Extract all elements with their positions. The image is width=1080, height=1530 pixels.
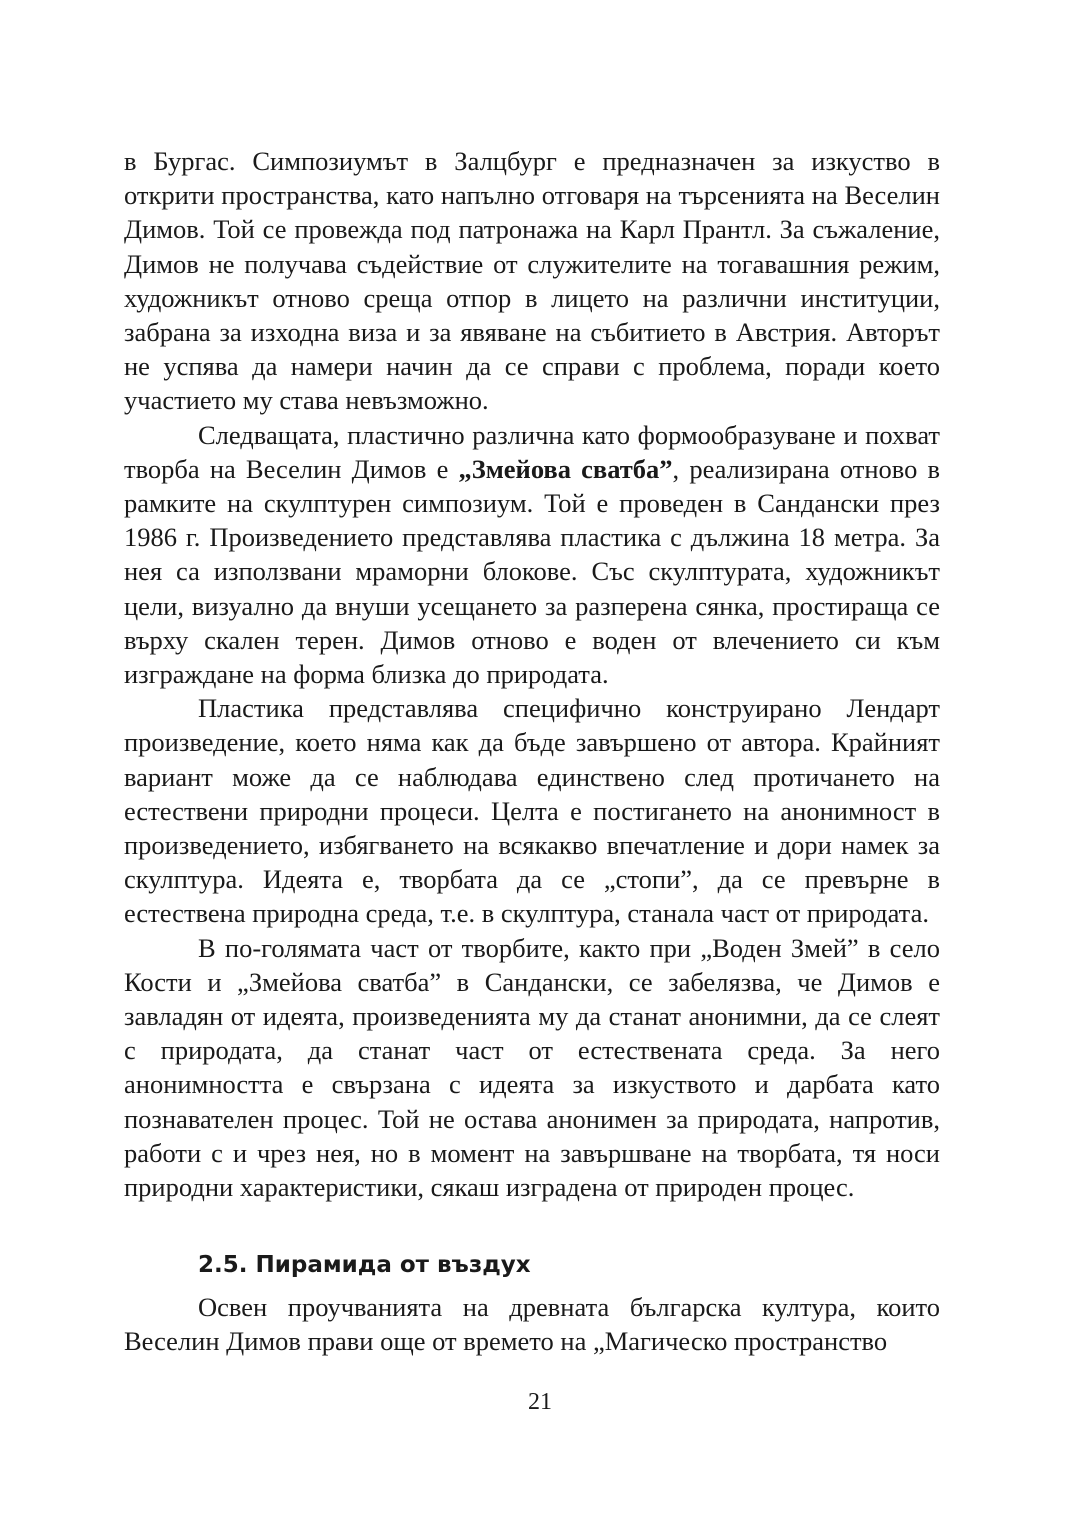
paragraph-zmeyova-svatba-intro: Следващата, пластично различна като формообразуване и похват творба на Веселин Димов е — [124, 419, 940, 484]
paragraph-anonymity: В по-голямата част от творбите, както при „Воден Змей” в село Кости и „Змейова сватба” в Сандански, се забелязва, че Димов е завладян от идеята, произведенията му да станат анонимни, да се слеят с природата, да станат част от естествената среда. За него анонимността е свързана с идеята за изкуството и дарбата като познавателен процес. Той не остава анонимен за природата, напротив, работи с и чрез нея, но в момент на завършване на творбата, тя носи природни характеристики, сякаш изградена от природен процес. — [124, 932, 940, 1203]
body-text — [124, 144, 940, 1204]
section-body-text — [124, 1290, 940, 1358]
paragraph-landart: Пластика представлява специфично конструирано Лендарт произведение, което няма как да бъде завършено от автора. Крайният вариант може да се наблюдава единствено след протичането на естествени природни процеси. Целта е постигането на анонимност в произведението, избягването на всякакво впечатление и дори намек за скулптура. Идеята е, творбата да се „стопи”, да се превърне в естествена природна среда, т.е. в скулптура, станала част от природата. — [124, 693, 940, 929]
artwork-title-zmeyova-svatba: „Змейова сватба” — [458, 453, 673, 484]
paragraph-salzburg-symposium: в Бургас. Симпозиумът в Залцбург е предназначен за изкуство в открити пространства, като напълно отговаря на търсенията на Веселин Димов. Той се провежда под патронажа на Карл Прантл. За съжаление, Димов не получава съдействие от служителите на тогавашния режим, художникът отново среща отпор в лицето на различни институции, забрана за изходна виза и за явяване на събитието в Австрия. Авторът не успява да намери начин да се справи с проблема, поради което участието му става невъзможно. — [124, 146, 940, 416]
page-number: 21 — [528, 1389, 552, 1415]
paragraph-zmeyova-svatba-rest: , реализирана отново в рамките на скулптурен симпозиум. Той е проведен в Сандански през 1986 г. Произведението представлява пластика с дължина 18 метра. За нея са използвани мраморни блокове. Със скулптурата, художникът цели, визуално да внуши усещането за разперена сянка, простираща се върху скален терен. Димов отново е воден от влечението си към изграждане на форма близка до природата. — [124, 453, 941, 690]
section-heading: 2.5. Пирамида от въздух — [198, 1252, 531, 1278]
paragraph-air-pyramid: Освен проучванията на древната българска култура, които Веселин Димов прави още от времето на „Магическо пространство — [124, 1292, 940, 1357]
paragraph-zmeyova-svatba — [124, 418, 940, 692]
